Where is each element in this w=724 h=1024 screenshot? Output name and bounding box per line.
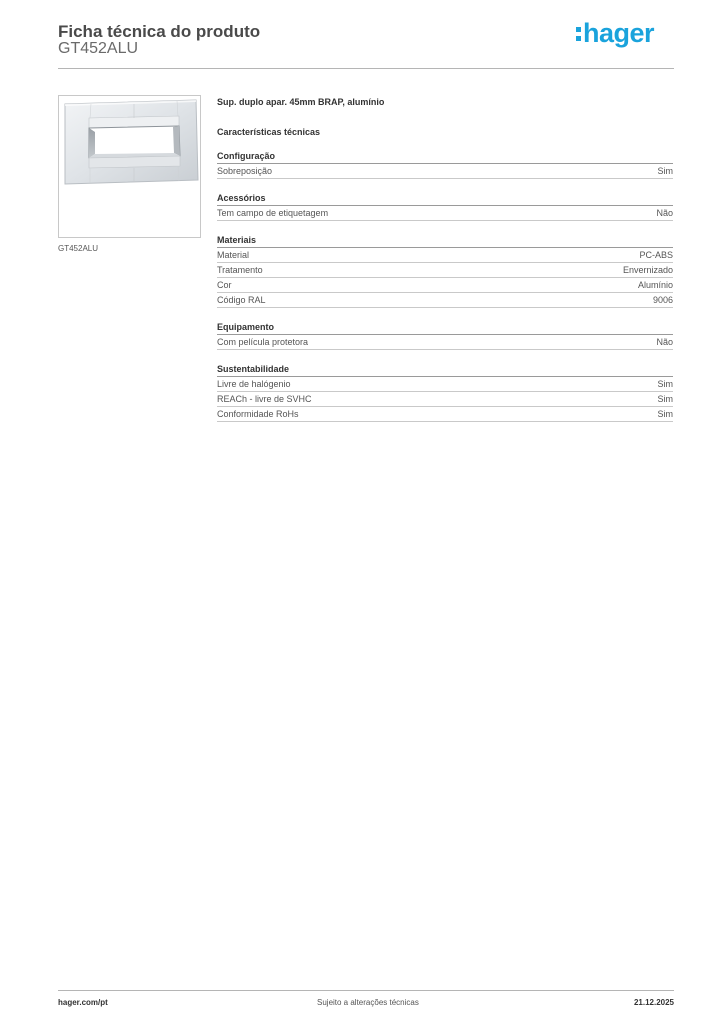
section-title: Configuração bbox=[217, 150, 673, 164]
spec-row bbox=[217, 263, 673, 278]
document-title: Ficha técnica do produto bbox=[58, 22, 261, 41]
spec-label: Sobreposição bbox=[217, 166, 273, 176]
spec-label: Tratamento bbox=[217, 265, 263, 275]
spec-label: Código RAL bbox=[217, 295, 266, 305]
spec-content bbox=[217, 96, 673, 422]
logo-text: hager bbox=[582, 18, 654, 48]
section-title: Acessórios bbox=[217, 192, 673, 206]
spec-label: REACh - livre de SVHC bbox=[217, 394, 312, 404]
section-configuracao bbox=[217, 150, 673, 179]
footer-divider bbox=[58, 990, 674, 991]
specs-heading: Características técnicas bbox=[217, 127, 321, 137]
spec-value: Envernizado bbox=[622, 265, 673, 275]
logo-dots-icon bbox=[576, 24, 581, 42]
spec-value: Sim bbox=[657, 394, 673, 404]
section-acessorios bbox=[217, 192, 673, 221]
section-title: Equipamento bbox=[217, 321, 673, 335]
spec-row bbox=[217, 377, 673, 392]
header-divider bbox=[58, 68, 674, 69]
section-equipamento bbox=[217, 321, 673, 350]
spec-row bbox=[217, 407, 673, 422]
wall-plate-image bbox=[59, 96, 200, 237]
spec-label: Cor bbox=[217, 280, 232, 290]
image-caption: GT452ALU bbox=[58, 244, 99, 253]
section-title: Sustentabilidade bbox=[217, 363, 673, 377]
spec-row bbox=[217, 278, 673, 293]
spec-row bbox=[217, 335, 673, 350]
page-header bbox=[58, 20, 674, 70]
spec-value: Sim bbox=[657, 166, 673, 176]
spec-value: Alumínio bbox=[637, 280, 673, 290]
footer-date: 21.12.2025 bbox=[633, 998, 674, 1007]
spec-value: Não bbox=[656, 337, 673, 347]
spec-row bbox=[217, 293, 673, 308]
spec-value: Não bbox=[656, 208, 673, 218]
spec-label: Livre de halógenio bbox=[217, 379, 291, 389]
spec-row bbox=[217, 392, 673, 407]
footer-website-link[interactable]: hager.com/pt bbox=[58, 998, 108, 1007]
spec-value: 9006 bbox=[652, 295, 673, 305]
spec-label: Material bbox=[217, 250, 250, 260]
spec-value: Sim bbox=[657, 379, 673, 389]
spec-label: Tem campo de etiquetagem bbox=[217, 208, 329, 218]
product-code: GT452ALU bbox=[58, 40, 139, 57]
product-description: Sup. duplo apar. 45mm BRAP, alumínio bbox=[217, 97, 385, 107]
spec-row bbox=[217, 248, 673, 263]
spec-row bbox=[217, 206, 673, 221]
spec-label: Com película protetora bbox=[217, 337, 309, 347]
product-image bbox=[58, 95, 201, 238]
spec-value: PC-ABS bbox=[639, 250, 673, 260]
page-footer bbox=[58, 998, 674, 1012]
hager-logo bbox=[576, 18, 654, 49]
spec-row bbox=[217, 164, 673, 179]
spec-value: Sim bbox=[657, 409, 673, 419]
spec-label: Conformidade RoHs bbox=[217, 409, 299, 419]
section-title: Materiais bbox=[217, 234, 673, 248]
section-materiais bbox=[217, 234, 673, 308]
footer-note: Sujeito a alterações técnicas bbox=[317, 998, 419, 1007]
section-sustentabilidade bbox=[217, 363, 673, 422]
